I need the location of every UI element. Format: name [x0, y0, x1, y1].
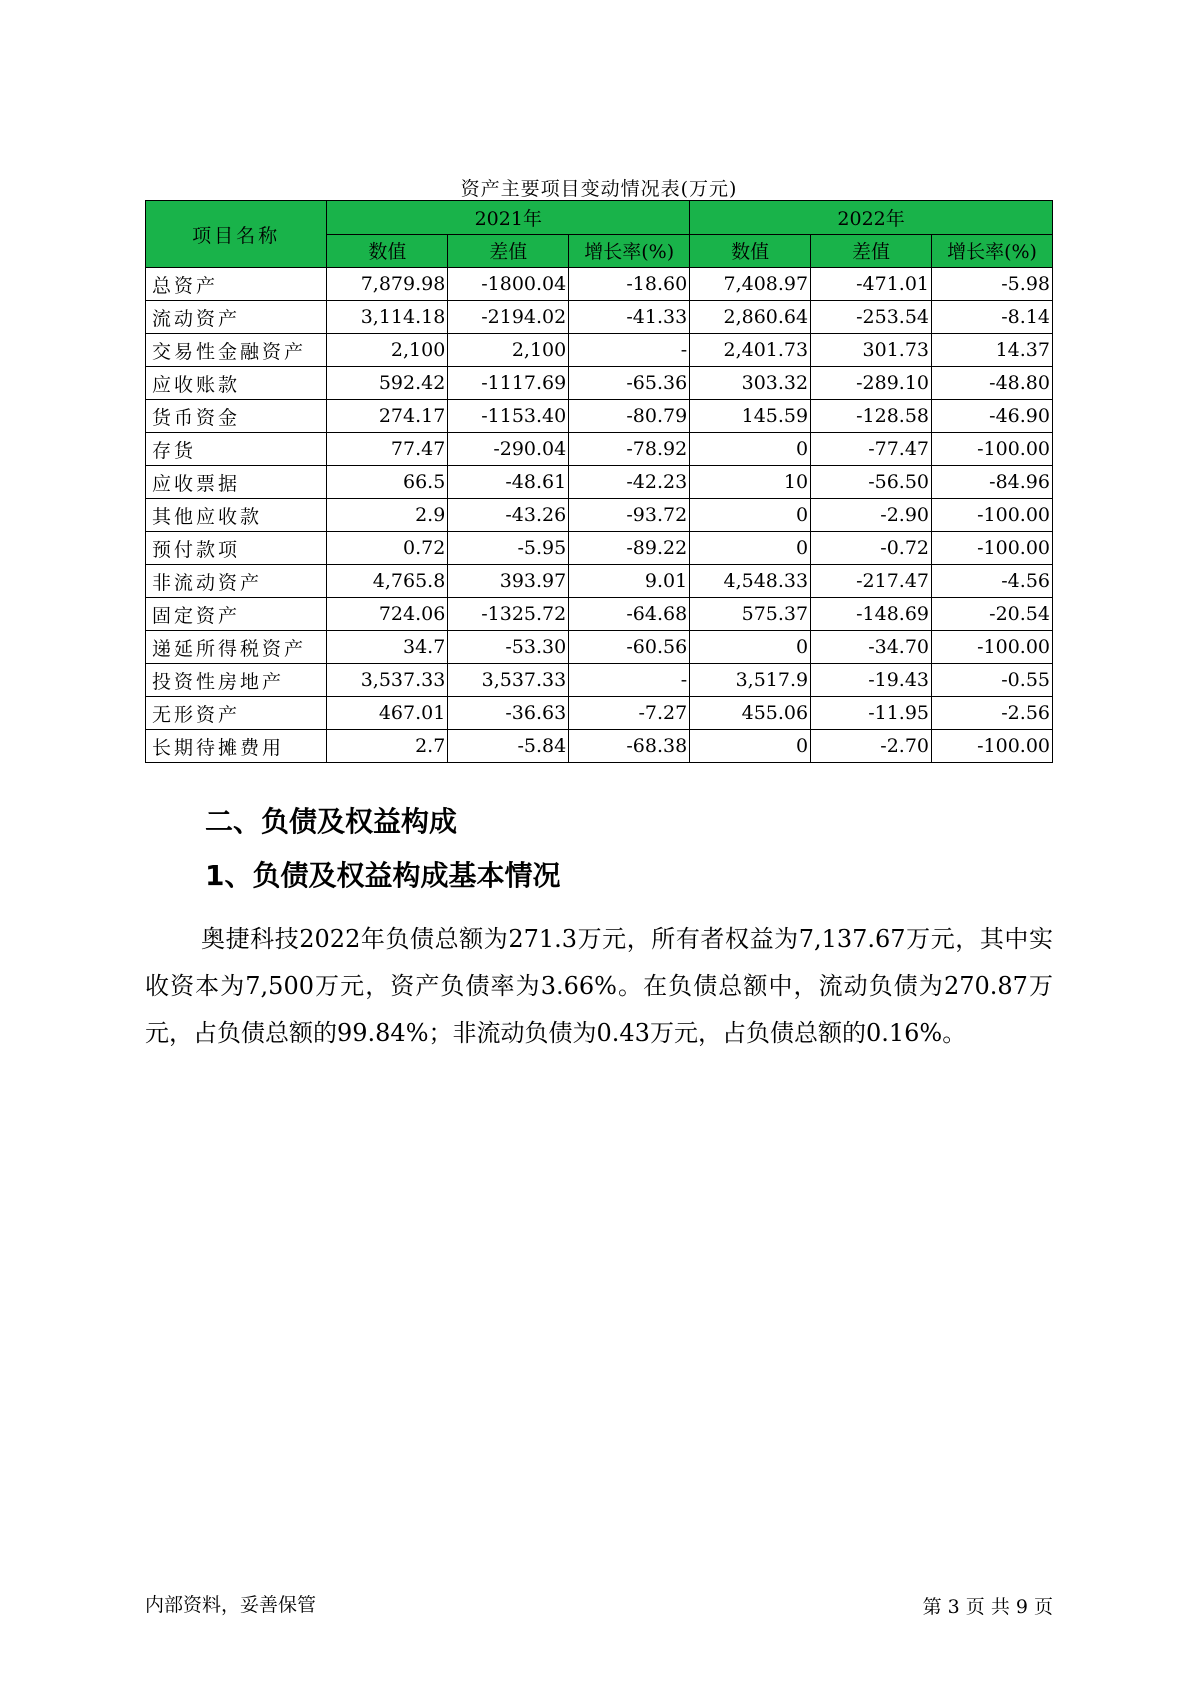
row-item-name: 交易性金融资产: [146, 334, 327, 367]
subheader-growth-2021: 增长率(%): [569, 234, 690, 268]
table-cell: 3,114.18: [327, 301, 448, 334]
table-cell: 455.06: [690, 697, 811, 730]
row-item-name: 投资性房地产: [146, 664, 327, 697]
row-item-name: 总资产: [146, 268, 327, 301]
table-cell: -56.50: [811, 466, 932, 499]
table-cell: 3,517.9: [690, 664, 811, 697]
table-cell: 66.5: [327, 466, 448, 499]
table-row: [146, 400, 1053, 433]
table-cell: 4,548.33: [690, 565, 811, 598]
table-cell: -48.80: [932, 367, 1053, 400]
table-cell: 7,879.98: [327, 268, 448, 301]
row-item-name: 预付款项: [146, 532, 327, 565]
row-item-name: 存货: [146, 433, 327, 466]
table-cell: -: [569, 334, 690, 367]
table-cell: -77.47: [811, 433, 932, 466]
table-cell: 0: [690, 631, 811, 664]
table-row: [146, 664, 1053, 697]
header-year-2022: 2022年: [690, 201, 1053, 235]
table-row: [146, 730, 1053, 763]
table-cell: 0: [690, 433, 811, 466]
footer-page-number: 第 3 页 共 9 页: [922, 1596, 1053, 1618]
table-cell: -1153.40: [448, 400, 569, 433]
table-cell: -100.00: [932, 433, 1053, 466]
table-cell: 274.17: [327, 400, 448, 433]
table-cell: -1117.69: [448, 367, 569, 400]
table-cell: -471.01: [811, 268, 932, 301]
table-cell: -53.30: [448, 631, 569, 664]
table-cell: 393.97: [448, 565, 569, 598]
table-cell: -4.56: [932, 565, 1053, 598]
table-cell: 3,537.33: [448, 664, 569, 697]
table-cell: -100.00: [932, 730, 1053, 763]
table-cell: -46.90: [932, 400, 1053, 433]
table-cell: -60.56: [569, 631, 690, 664]
table-cell: 0: [690, 499, 811, 532]
table-cell: -8.14: [932, 301, 1053, 334]
table-cell: -0.72: [811, 532, 932, 565]
table-cell: 2,100: [327, 334, 448, 367]
table-cell: 0.72: [327, 532, 448, 565]
header-year-2021: 2021年: [327, 201, 690, 235]
table-cell: -253.54: [811, 301, 932, 334]
row-item-name: 递延所得税资产: [146, 631, 327, 664]
table-row: [146, 598, 1053, 631]
table-row: [146, 433, 1053, 466]
table-cell: -11.95: [811, 697, 932, 730]
table-cell: -7.27: [569, 697, 690, 730]
subsection-heading: 1、负债及权益构成基本情况: [205, 859, 561, 892]
footer-confidential-note: 内部资料，妥善保管: [145, 1594, 317, 1616]
table-cell: -2194.02: [448, 301, 569, 334]
subheader-diff-2021: 差值: [448, 234, 569, 268]
table-row: [146, 334, 1053, 367]
table-cell: -128.58: [811, 400, 932, 433]
table-cell: -0.55: [932, 664, 1053, 697]
table-cell: -18.60: [569, 268, 690, 301]
table-cell: 303.32: [690, 367, 811, 400]
table-cell: 575.37: [690, 598, 811, 631]
table-cell: -100.00: [932, 499, 1053, 532]
subheader-diff-2022: 差值: [811, 234, 932, 268]
table-cell: -5.84: [448, 730, 569, 763]
row-item-name: 固定资产: [146, 598, 327, 631]
table-row: [146, 565, 1053, 598]
table-cell: -36.63: [448, 697, 569, 730]
table-cell: -93.72: [569, 499, 690, 532]
table-cell: -1325.72: [448, 598, 569, 631]
table-cell: 2,401.73: [690, 334, 811, 367]
table-row: [146, 499, 1053, 532]
table-cell: -80.79: [569, 400, 690, 433]
table-cell: -64.68: [569, 598, 690, 631]
table-row: [146, 301, 1053, 334]
body-paragraph: 奥捷科技2022年负债总额为271.3万元，所有者权益为7,137.67万元，其中实收资本为7,500万元，资产负债率为3.66%。在负债总额中，流动负债为270.87万元，占负债总额的99.84%；非流动负债为0.43万元，占负债总额的0.16%。: [145, 925, 1053, 1047]
table-cell: 467.01: [327, 697, 448, 730]
header-item-name: 项目名称: [146, 201, 327, 268]
table-cell: 9.01: [569, 565, 690, 598]
table-cell: -43.26: [448, 499, 569, 532]
table-cell: 2.9: [327, 499, 448, 532]
table-cell: -19.43: [811, 664, 932, 697]
table-cell: 34.7: [327, 631, 448, 664]
table-cell: 2,860.64: [690, 301, 811, 334]
row-item-name: 其他应收款: [146, 499, 327, 532]
table-cell: -1800.04: [448, 268, 569, 301]
table-cell: -289.10: [811, 367, 932, 400]
section-heading: 二、负债及权益构成: [205, 805, 458, 838]
table-cell: 592.42: [327, 367, 448, 400]
table-row: [146, 466, 1053, 499]
table-cell: -20.54: [932, 598, 1053, 631]
subheader-value-2021: 数值: [327, 234, 448, 268]
table-cell: -65.36: [569, 367, 690, 400]
table-cell: -2.56: [932, 697, 1053, 730]
row-item-name: 流动资产: [146, 301, 327, 334]
table-cell: 4,765.8: [327, 565, 448, 598]
row-item-name: 应收票据: [146, 466, 327, 499]
table-cell: -78.92: [569, 433, 690, 466]
table-row: [146, 268, 1053, 301]
table-cell: 301.73: [811, 334, 932, 367]
table-cell: 2.7: [327, 730, 448, 763]
table-cell: -2.90: [811, 499, 932, 532]
table-cell: -5.98: [932, 268, 1053, 301]
subheader-value-2022: 数值: [690, 234, 811, 268]
table-cell: -: [569, 664, 690, 697]
row-item-name: 无形资产: [146, 697, 327, 730]
table-cell: -148.69: [811, 598, 932, 631]
table-cell: -41.33: [569, 301, 690, 334]
table-cell: 0: [690, 532, 811, 565]
row-item-name: 应收账款: [146, 367, 327, 400]
table-cell: -89.22: [569, 532, 690, 565]
table-cell: -42.23: [569, 466, 690, 499]
table-caption: 资产主要项目变动情况表(万元): [460, 178, 738, 200]
table-row: [146, 697, 1053, 730]
subheader-growth-2022: 增长率(%): [932, 234, 1053, 268]
table-cell: -217.47: [811, 565, 932, 598]
row-item-name: 非流动资产: [146, 565, 327, 598]
asset-changes-table: [145, 200, 1053, 763]
table-cell: -68.38: [569, 730, 690, 763]
row-item-name: 长期待摊费用: [146, 730, 327, 763]
table-cell: -100.00: [932, 631, 1053, 664]
table-cell: -2.70: [811, 730, 932, 763]
table-cell: 3,537.33: [327, 664, 448, 697]
table-cell: 77.47: [327, 433, 448, 466]
table-cell: 2,100: [448, 334, 569, 367]
table-cell: -5.95: [448, 532, 569, 565]
table-row: [146, 367, 1053, 400]
table-cell: 10: [690, 466, 811, 499]
row-item-name: 货币资金: [146, 400, 327, 433]
table-row: [146, 532, 1053, 565]
table-cell: 7,408.97: [690, 268, 811, 301]
table-cell: -290.04: [448, 433, 569, 466]
table-row: [146, 631, 1053, 664]
table-cell: -48.61: [448, 466, 569, 499]
table-cell: 14.37: [932, 334, 1053, 367]
table-cell: 0: [690, 730, 811, 763]
table-cell: -84.96: [932, 466, 1053, 499]
table-cell: 145.59: [690, 400, 811, 433]
table-cell: -100.00: [932, 532, 1053, 565]
table-cell: 724.06: [327, 598, 448, 631]
table-cell: -34.70: [811, 631, 932, 664]
